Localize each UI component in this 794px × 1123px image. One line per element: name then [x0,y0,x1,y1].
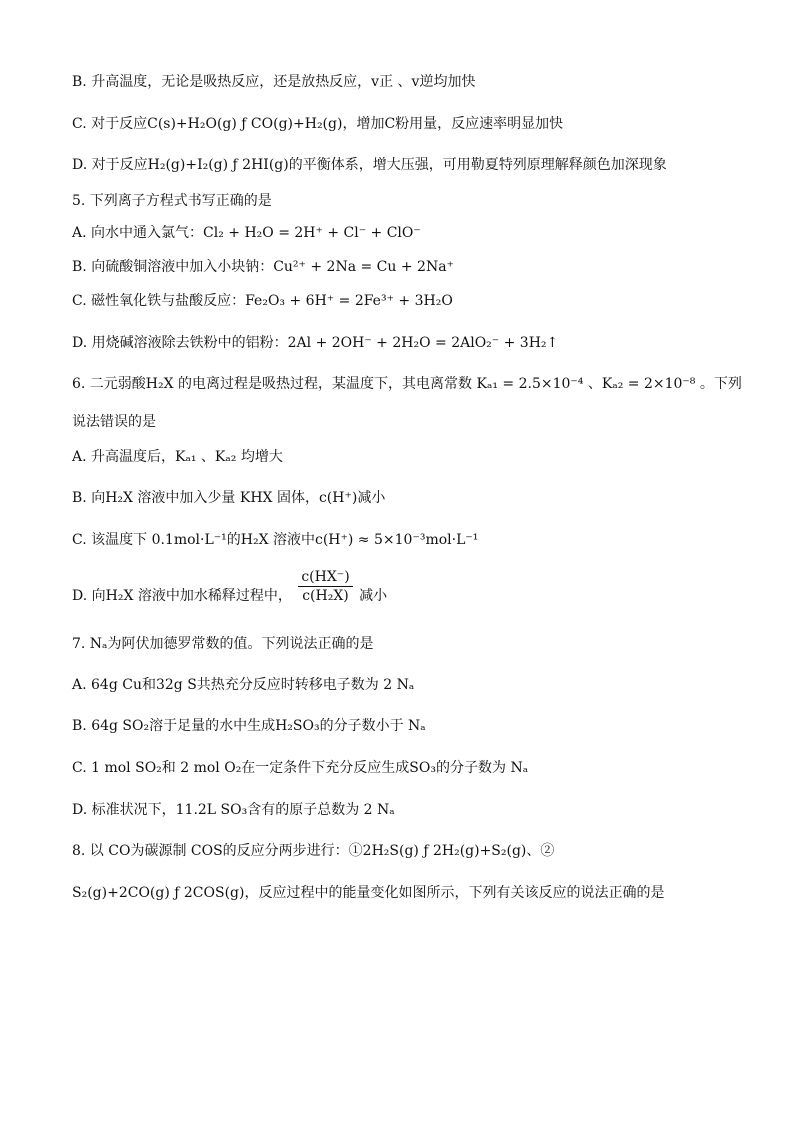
question-6-option-b: B. 向H₂X 溶液中加入少量 KHX 固体，c(H⁺)减小 [72,490,386,506]
question-5-option-c: C. 磁性氧化铁与盐酸反应：Fe₂O₃ + 6H⁺ = 2Fe³⁺ + 3H₂O [72,293,453,309]
question-7-option-d: D. 标准状况下，11.2L SO₃含有的原子总数为 2 Nₐ [72,802,395,818]
question-6-option-c: C. 该温度下 0.1mol·L⁻¹的H₂X 溶液中c(H⁺) ≈ 5×10⁻³mol·L⁻¹ [72,532,479,548]
question-7-option-b: B. 64g SO₂溶于足量的水中生成H₂SO₃的分子数小于 Nₐ [72,718,426,734]
question-6-option-d-prefix: D. 向H₂X 溶液中加水稀释过程中， [72,588,292,604]
question-7-option-a: A. 64g Cu和32g S共热充分反应时转移电子数为 2 Nₐ [72,677,415,693]
fraction-numerator: c(HX⁻) [298,568,352,587]
question-6-stem-line-1: 6. 二元弱酸H₂X 的电离过程是吸热过程，某温度下，其电离常数 Kₐ₁ = 2.5×10⁻⁴ 、Kₐ₂ = 2×10⁻⁸ 。下列 [72,376,742,392]
question-6-stem-line-2: 说法错误的是 [72,414,156,430]
fraction-denominator: c(H₂X) [302,588,349,604]
question-6-option-d [72,568,732,607]
question-5-stem: 5. 下列离子方程式书写正确的是 [72,193,272,209]
option-b-temperature: B. 升高温度，无论是吸热反应，还是放热反应，v正 、v逆均加快 [72,74,476,90]
question-7-option-c: C. 1 mol SO₂和 2 mol O₂在一定条件下充分反应生成SO₃的分子数为 Nₐ [72,760,529,776]
question-6-option-d-suffix: 减小 [359,588,388,604]
option-d-hi-equilibrium: D. 对于反应H₂(g)+I₂(g) ƒ 2HI(g)的平衡体系，增大压强，可用勒夏特列原理解释颜色加深现象 [72,157,667,173]
question-8-stem-line-2: S₂(g)+2CO(g) ƒ 2COS(g)，反应过程中的能量变化如图所示，下列有关该反应的说法正确的是 [72,885,665,901]
option-c-carbon: C. 对于反应C(s)+H₂O(g) ƒ CO(g)+H₂(g)，增加C粉用量，反应速率明显加快 [72,116,564,132]
question-5-option-a: A. 向水中通入氯气：Cl₂ + H₂O = 2H⁺ + Cl⁻ + ClO⁻ [72,225,421,241]
question-5-option-b: B. 向硫酸铜溶液中加入小块钠：Cu²⁺ + 2Na = Cu + 2Na⁺ [72,259,454,275]
question-7-stem: 7. Nₐ为阿伏加德罗常数的值。下列说法正确的是 [72,636,374,652]
question-6-option-a: A. 升高温度后，Kₐ₁ 、Kₐ₂ 均增大 [72,449,283,465]
question-8-stem-line-1: 8. 以 CO为碳源制 COS的反应分两步进行：①2H₂S(g) ƒ 2H₂(g)+S₂(g)、② [72,843,555,859]
question-5-option-d: D. 用烧碱溶液除去铁粉中的铝粉：2Al + 2OH⁻ + 2H₂O = 2AlO₂⁻ + 3H₂↑ [72,335,559,351]
concentration-ratio-fraction [298,568,352,605]
